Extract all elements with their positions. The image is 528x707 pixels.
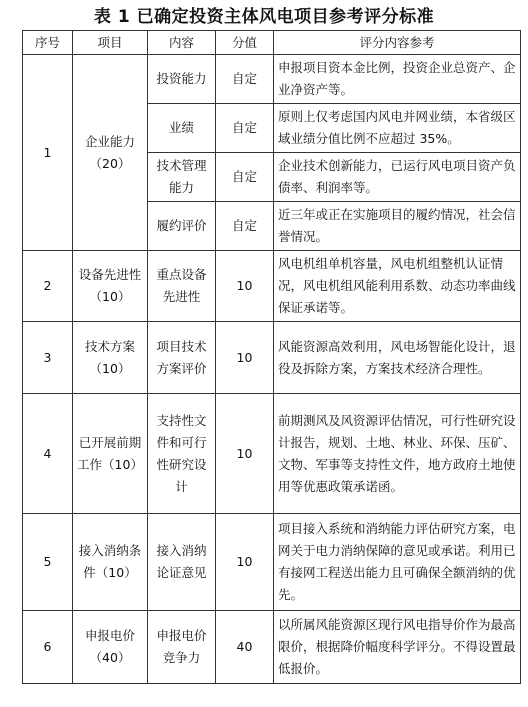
row-criteria: 风电机组单机容量，风电机组整机认证情况，风电机组风能利用系数、动态功率曲线保证承诺等。	[274, 251, 521, 322]
row-number: 3	[23, 322, 73, 394]
row-number: 4	[23, 394, 73, 514]
row-number: 6	[23, 611, 73, 684]
row-item: 技术方案（10）	[73, 322, 148, 394]
header-content: 内容	[148, 31, 216, 55]
table-title: 表 1 已确定投资主体风电项目参考评分标准	[93, 7, 435, 27]
row-item: 接入消纳条件（10）	[73, 514, 148, 611]
header-score: 分值	[216, 31, 274, 55]
row-content: 技术管理能力	[148, 153, 216, 202]
row-content: 接入消纳论证意见	[148, 514, 216, 611]
header-item: 项目	[73, 31, 148, 55]
table-row	[23, 611, 521, 684]
scoring-table	[22, 30, 521, 684]
row-criteria: 以所属风能资源区现行风电指导价作为最高限价，根据降价幅度科学评分。不得设置最低报价。	[274, 611, 521, 684]
row-criteria: 前期测风及风资源评估情况，可行性研究设计报告，规划、土地、林业、环保、压矿、文物、军事等支持性文件，地方政府土地使用等优惠政策承诺函。	[274, 394, 521, 514]
row-item: 设备先进性（10）	[73, 251, 148, 322]
row-item: 已开展前期工作（10）	[73, 394, 148, 514]
table-row	[23, 55, 521, 104]
row-content: 重点设备先进性	[148, 251, 216, 322]
row-score: 10	[216, 251, 274, 322]
row-score: 自定	[216, 55, 274, 104]
table-row	[23, 514, 521, 611]
table-row	[23, 322, 521, 394]
row-number: 2	[23, 251, 73, 322]
row-score: 自定	[216, 153, 274, 202]
header-row	[23, 31, 521, 55]
row-criteria: 企业技术创新能力，已运行风电项目资产负债率、利润率等。	[274, 153, 521, 202]
row-criteria: 项目接入系统和消纳能力评估研究方案，电网关于电力消纳保障的意见或承诺。利用已有接网工程送出能力且可确保全额消纳的优先。	[274, 514, 521, 611]
row-criteria: 申报项目资本金比例，投资企业总资产、企业净资产等。	[274, 55, 521, 104]
row-item: 申报电价（40）	[73, 611, 148, 684]
row-content: 履约评价	[148, 202, 216, 251]
row-number: 1	[23, 55, 73, 251]
table-row	[23, 394, 521, 514]
row-criteria: 风能资源高效利用，风电场智能化设计，退役及拆除方案，方案技术经济合理性。	[274, 322, 521, 394]
row-content: 项目技术方案评价	[148, 322, 216, 394]
row-score: 自定	[216, 202, 274, 251]
row-number: 5	[23, 514, 73, 611]
row-score: 10	[216, 394, 274, 514]
row-score: 自定	[216, 104, 274, 153]
row-content: 业绩	[148, 104, 216, 153]
row-content: 申报电价竞争力	[148, 611, 216, 684]
row-criteria: 原则上仅考虑国内风电并网业绩，本省级区域业绩分值比例不应超过 35%。	[274, 104, 521, 153]
row-score: 10	[216, 322, 274, 394]
row-content: 投资能力	[148, 55, 216, 104]
row-content: 支持性文件和可行性研究设计	[148, 394, 216, 514]
header-no: 序号	[23, 31, 73, 55]
row-score: 40	[216, 611, 274, 684]
row-score: 10	[216, 514, 274, 611]
row-item: 企业能力（20）	[73, 55, 148, 251]
row-criteria: 近三年或正在实施项目的履约情况，社会信誉情况。	[274, 202, 521, 251]
table-row	[23, 251, 521, 322]
header-criteria: 评分内容参考	[274, 31, 521, 55]
